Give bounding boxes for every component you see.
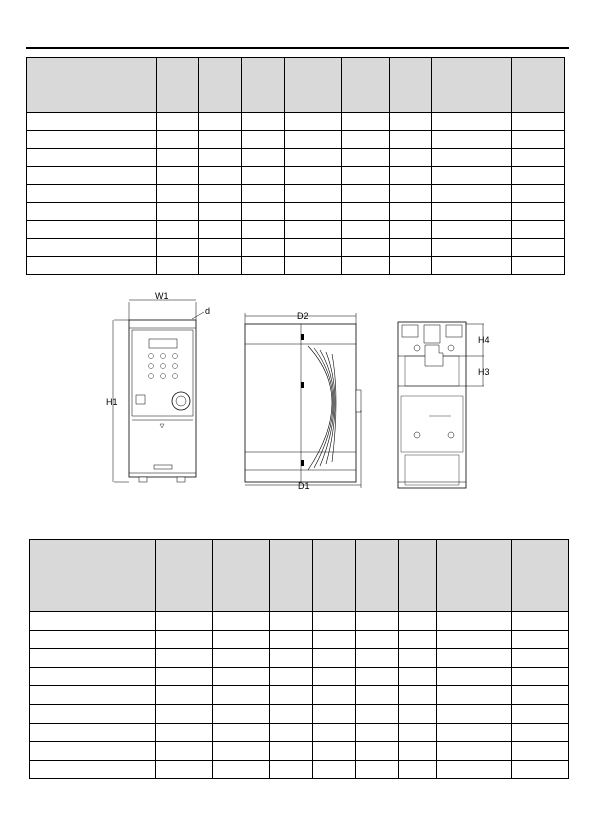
- table-cell: [242, 221, 285, 239]
- table-cell: [156, 630, 213, 649]
- front-view-drawing: [105, 292, 215, 492]
- table-cell: [437, 723, 512, 742]
- table-cell: [199, 167, 242, 185]
- table-cell: [313, 649, 356, 668]
- table-cell: [356, 612, 399, 631]
- table-cell: [213, 612, 270, 631]
- d-label: d: [205, 306, 211, 316]
- column-header: [242, 58, 285, 113]
- table-cell: [242, 203, 285, 221]
- table-cell: [390, 239, 432, 257]
- column-header: [432, 58, 512, 113]
- w1-label: W1: [155, 291, 169, 301]
- column-header: [390, 58, 432, 113]
- table-cell: [157, 185, 199, 203]
- table-cell: [213, 686, 270, 705]
- table-cell: [30, 723, 156, 742]
- table-cell: [270, 742, 313, 761]
- table-cell: [432, 131, 512, 149]
- table-cell: [390, 257, 432, 275]
- side-view-drawing: [238, 310, 378, 492]
- table-cell: [27, 167, 157, 185]
- table-cell: [285, 221, 342, 239]
- table-cell: [157, 257, 199, 275]
- table-cell: [213, 630, 270, 649]
- table-cell: [432, 185, 512, 203]
- table-body: [27, 113, 565, 275]
- table-cell: [27, 131, 157, 149]
- table-cell: [399, 667, 437, 686]
- table-cell: [157, 239, 199, 257]
- column-header: [512, 58, 565, 113]
- table-cell: [199, 131, 242, 149]
- table-cell: [313, 704, 356, 723]
- table-cell: [270, 686, 313, 705]
- table-cell: [285, 203, 342, 221]
- table-cell: [27, 149, 157, 167]
- table-cell: [512, 185, 565, 203]
- table-cell: [399, 723, 437, 742]
- table-cell: [512, 742, 569, 761]
- table-body: [30, 612, 569, 779]
- table-cell: [399, 760, 437, 779]
- header-rule: [26, 47, 569, 49]
- h1-label: H1: [106, 397, 118, 407]
- table-cell: [432, 113, 512, 131]
- table-row: [27, 149, 565, 167]
- column-header: [437, 540, 512, 612]
- table-cell: [356, 686, 399, 705]
- table-row: [30, 612, 569, 631]
- h4-label: H4: [478, 335, 490, 345]
- column-header: [27, 58, 157, 113]
- table-cell: [30, 649, 156, 668]
- table-cell: [270, 649, 313, 668]
- table-cell: [356, 649, 399, 668]
- table-row: [27, 131, 565, 149]
- table-cell: [242, 239, 285, 257]
- table-cell: [242, 257, 285, 275]
- table-cell: [156, 686, 213, 705]
- table-cell: [342, 257, 390, 275]
- table-cell: [156, 649, 213, 668]
- table-cell: [27, 221, 157, 239]
- table-cell: [313, 723, 356, 742]
- table-cell: [437, 760, 512, 779]
- table-cell: [285, 113, 342, 131]
- table-cell: [157, 131, 199, 149]
- table-header-row: [30, 540, 569, 612]
- table-cell: [437, 630, 512, 649]
- table-cell: [512, 667, 569, 686]
- table-cell: [285, 239, 342, 257]
- table-cell: [30, 630, 156, 649]
- table-cell: [157, 113, 199, 131]
- table-cell: [242, 113, 285, 131]
- column-header: [156, 540, 213, 612]
- table-cell: [199, 221, 242, 239]
- table-cell: [512, 167, 565, 185]
- table-cell: [156, 723, 213, 742]
- d1-label: D1: [298, 481, 310, 491]
- table-cell: [342, 113, 390, 131]
- table-cell: [512, 221, 565, 239]
- table-cell: [512, 203, 565, 221]
- table-cell: [356, 630, 399, 649]
- table-cell: [270, 760, 313, 779]
- d2-label: D2: [297, 311, 309, 321]
- table-row: [30, 667, 569, 686]
- column-header: [157, 58, 199, 113]
- table-cell: [399, 704, 437, 723]
- table-cell: [356, 723, 399, 742]
- dimension-table-top: [26, 57, 565, 275]
- table-cell: [390, 167, 432, 185]
- table-row: [27, 185, 565, 203]
- table-cell: [356, 667, 399, 686]
- table-cell: [242, 185, 285, 203]
- table-cell: [390, 149, 432, 167]
- table-cell: [342, 167, 390, 185]
- table-cell: [30, 760, 156, 779]
- table-cell: [512, 630, 569, 649]
- table-cell: [199, 257, 242, 275]
- table-cell: [213, 667, 270, 686]
- table-cell: [512, 113, 565, 131]
- table-cell: [313, 612, 356, 631]
- table-cell: [313, 630, 356, 649]
- table-cell: [512, 149, 565, 167]
- table-cell: [285, 185, 342, 203]
- table-cell: [199, 239, 242, 257]
- table-cell: [432, 167, 512, 185]
- table-cell: [157, 149, 199, 167]
- table-cell: [432, 221, 512, 239]
- table-cell: [270, 704, 313, 723]
- column-header: [356, 540, 399, 612]
- table-cell: [356, 742, 399, 761]
- table-header-row: [27, 58, 565, 113]
- table-cell: [342, 203, 390, 221]
- column-header: [512, 540, 569, 612]
- table-cell: [390, 221, 432, 239]
- table-cell: [390, 113, 432, 131]
- table-cell: [432, 257, 512, 275]
- table-cell: [437, 667, 512, 686]
- table-row: [30, 649, 569, 668]
- table-row: [27, 113, 565, 131]
- table-cell: [285, 131, 342, 149]
- table-cell: [156, 742, 213, 761]
- column-header: [342, 58, 390, 113]
- table-cell: [313, 742, 356, 761]
- table-cell: [437, 649, 512, 668]
- table-cell: [342, 221, 390, 239]
- column-header: [270, 540, 313, 612]
- table-row: [30, 742, 569, 761]
- table-cell: [30, 704, 156, 723]
- table-cell: [213, 649, 270, 668]
- table-cell: [512, 686, 569, 705]
- table-cell: [30, 667, 156, 686]
- column-header: [313, 540, 356, 612]
- back-view-drawing: [395, 320, 495, 492]
- table-cell: [399, 612, 437, 631]
- table-cell: [342, 131, 390, 149]
- table-row: [27, 239, 565, 257]
- table-cell: [199, 113, 242, 131]
- table-cell: [242, 167, 285, 185]
- table-cell: [199, 149, 242, 167]
- table-cell: [432, 239, 512, 257]
- table-cell: [285, 167, 342, 185]
- table-cell: [437, 612, 512, 631]
- table-cell: [313, 760, 356, 779]
- table-cell: [242, 149, 285, 167]
- table-cell: [313, 667, 356, 686]
- table-cell: [27, 257, 157, 275]
- table-cell: [512, 723, 569, 742]
- table-cell: [512, 612, 569, 631]
- column-header: [30, 540, 156, 612]
- table-row: [30, 760, 569, 779]
- table-cell: [432, 149, 512, 167]
- table-row: [27, 203, 565, 221]
- table-cell: [242, 131, 285, 149]
- table-cell: [512, 131, 565, 149]
- dimension-table-bottom: [29, 539, 569, 779]
- table-cell: [512, 704, 569, 723]
- table-cell: [399, 630, 437, 649]
- table-cell: [356, 760, 399, 779]
- table-cell: [512, 257, 565, 275]
- table-cell: [27, 113, 157, 131]
- table-cell: [512, 239, 565, 257]
- table-row: [30, 704, 569, 723]
- table-cell: [30, 686, 156, 705]
- column-header: [285, 58, 342, 113]
- column-header: [199, 58, 242, 113]
- table-cell: [30, 612, 156, 631]
- table-cell: [399, 649, 437, 668]
- table-cell: [157, 203, 199, 221]
- h3-label: H3: [478, 367, 490, 377]
- table-cell: [356, 704, 399, 723]
- table-cell: [390, 131, 432, 149]
- table-cell: [156, 667, 213, 686]
- table-row: [30, 686, 569, 705]
- table-cell: [270, 630, 313, 649]
- table-cell: [437, 704, 512, 723]
- table-cell: [213, 723, 270, 742]
- table-cell: [285, 149, 342, 167]
- column-header: [399, 540, 437, 612]
- table-cell: [199, 185, 242, 203]
- table-cell: [437, 742, 512, 761]
- table-cell: [27, 203, 157, 221]
- table-cell: [213, 760, 270, 779]
- table-cell: [437, 686, 512, 705]
- table-row: [30, 723, 569, 742]
- table-cell: [156, 704, 213, 723]
- table-row: [30, 630, 569, 649]
- table-cell: [213, 704, 270, 723]
- table-cell: [199, 203, 242, 221]
- table-row: [27, 257, 565, 275]
- table-cell: [390, 185, 432, 203]
- table-cell: [285, 257, 342, 275]
- table-cell: [399, 742, 437, 761]
- table-cell: [512, 649, 569, 668]
- table-cell: [342, 185, 390, 203]
- table-cell: [342, 149, 390, 167]
- table-cell: [270, 612, 313, 631]
- table-cell: [270, 723, 313, 742]
- table-cell: [390, 203, 432, 221]
- table-cell: [213, 742, 270, 761]
- table-cell: [157, 167, 199, 185]
- table-cell: [156, 760, 213, 779]
- table-cell: [342, 239, 390, 257]
- table-cell: [27, 185, 157, 203]
- table-cell: [27, 239, 157, 257]
- table-cell: [156, 612, 213, 631]
- table-cell: [432, 203, 512, 221]
- table-cell: [157, 221, 199, 239]
- table-cell: [399, 686, 437, 705]
- table-row: [27, 221, 565, 239]
- table-cell: [270, 667, 313, 686]
- table-cell: [313, 686, 356, 705]
- table-cell: [512, 760, 569, 779]
- column-header: [213, 540, 270, 612]
- table-cell: [30, 742, 156, 761]
- table-row: [27, 167, 565, 185]
